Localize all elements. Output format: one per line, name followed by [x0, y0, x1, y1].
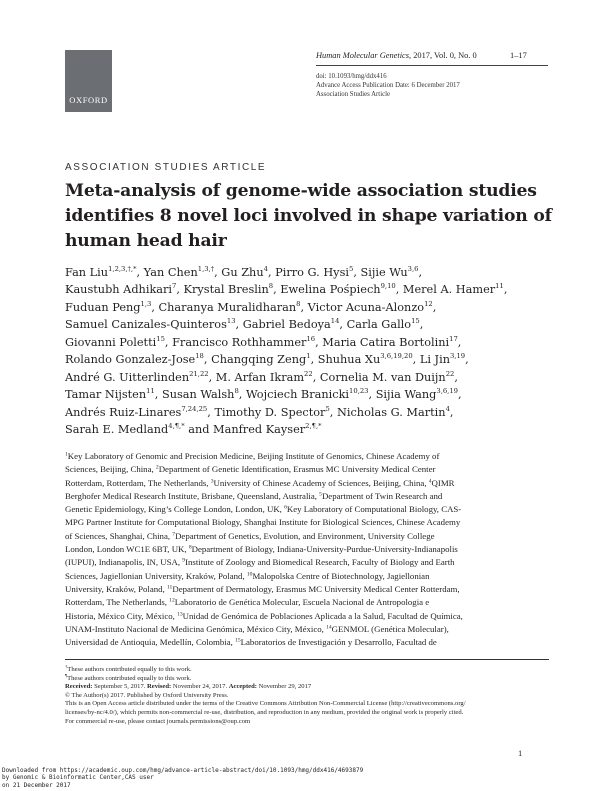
journal-info: 2017, Vol. 0, No. 0 — [411, 51, 477, 60]
affiliation-line — [65, 450, 555, 463]
oxford-logo — [65, 50, 112, 112]
superscript-marker: 3,6,19 — [436, 387, 458, 396]
text-run: MPG Partner Institute for Computational Biology, Shanghai Institute for Biological Sciences, Chinese Academy — [65, 517, 461, 528]
article-type: Association Studies Article — [316, 91, 391, 98]
affiliation-line — [65, 556, 555, 569]
text-run: Sciences, Jagiellonian University, Kraków, Poland, — [65, 570, 247, 581]
superscript-marker: 3,6,19,20 — [380, 352, 413, 361]
journal-header — [316, 51, 527, 60]
superscript-marker: 8 — [268, 282, 274, 291]
affiliation-line — [65, 610, 555, 623]
superscript-marker: 4 — [428, 478, 432, 485]
footnote-line — [65, 672, 466, 684]
text-run: , Maria Catira Bortolini — [315, 335, 450, 349]
section-label: ASSOCIATION STUDIES ARTICLE — [65, 162, 267, 173]
text-run: © The Author(s) 2017. Published by Oxford University Press. — [65, 691, 229, 699]
affiliation-line — [65, 530, 555, 543]
text-run: Laboratorio de Genética Molecular, Escuela Nacional de Antropologia e — [174, 597, 430, 608]
text-run: September 5, 2017. — [92, 683, 148, 691]
text-run: GENMOL (Genética Molecular), — [331, 623, 449, 634]
text-run: Andrés Ruiz-Linares — [65, 405, 182, 419]
text-run: , — [419, 318, 424, 332]
text-run: These authors contributed equally to this work. — [67, 674, 192, 682]
text-run: Department of Genetic Identification, Erasmus MC University Medical Center — [158, 464, 436, 475]
text-run: (IUPUI), Indianapolis, IN, USA, — [65, 557, 183, 568]
text-run: Key Laboratory of Genomic and Precision Medicine, Beijing Institute of Genomics, Chinese Academy of — [67, 451, 440, 461]
journal-name: Human Molecular Genetics, — [316, 51, 412, 60]
superscript-marker: 2,¶,* — [305, 422, 322, 431]
text-run: , Wojciech Branicki — [238, 388, 350, 402]
download-notice — [2, 767, 363, 789]
text-run: , Sijie Wu — [353, 266, 408, 279]
footnote-line — [65, 692, 466, 701]
affiliation-line — [65, 623, 555, 636]
author-line — [65, 351, 555, 368]
affiliation-line — [65, 583, 555, 596]
text-run: , Victor Acuna-Alonzo — [300, 300, 425, 314]
footnote-line — [65, 683, 466, 692]
affiliation-line — [65, 503, 555, 516]
affiliation-line — [65, 570, 555, 583]
text-run: Rolando Gonzalez-Jose — [65, 353, 196, 367]
text-run: , — [449, 405, 454, 419]
text-run: November 29, 2017 — [256, 683, 312, 691]
text-run: , — [418, 266, 423, 279]
text-run: University of Chinese Academy of Sciences, Beijing, China, — [213, 477, 429, 488]
footnote-line — [65, 709, 466, 718]
text-run: Tamar Nijsten — [65, 388, 147, 402]
footnote-line — [65, 666, 466, 675]
text-run: , Yan Chen — [136, 266, 198, 279]
author-line — [65, 404, 555, 421]
superscript-marker: 12 — [169, 597, 175, 604]
text-run: Giovanni Poletti — [65, 335, 157, 349]
footnote-divider — [65, 659, 549, 660]
text-run: Department of Twin Research and — [321, 490, 443, 501]
text-run: , — [432, 300, 437, 314]
text-run: This is an Open Access article distributed under the terms of the Creative Commons Attribution Non-Commercial License (http://creativecommons.org/ — [65, 700, 466, 708]
text-run: , Timothy D. Spector — [207, 405, 326, 419]
superscript-marker: 2 — [155, 464, 159, 471]
text-run: These authors contributed equally to this work. — [67, 666, 192, 673]
text-run: Received: — [65, 683, 93, 691]
author-line — [65, 316, 555, 333]
text-run: For commercial re-use, please contact journals.permissions@oup.com — [65, 717, 251, 725]
text-run: Accepted: — [228, 683, 257, 691]
publisher-name: OXFORD — [69, 95, 108, 105]
text-run: , Francisco Rothhammer — [164, 335, 307, 349]
superscript-marker: 3,6 — [407, 265, 419, 273]
text-run: Fan Liu — [65, 266, 109, 279]
superscript-marker: 8 — [234, 387, 239, 396]
text-run: , Nicholas G. Martin — [329, 405, 446, 419]
title-line: human head hair — [65, 231, 227, 251]
text-run: Revised: — [147, 683, 172, 691]
superscript-marker: 21,22 — [189, 369, 209, 378]
text-run: , Gu Zhu — [214, 266, 264, 279]
superscript-marker: 6 — [284, 504, 287, 511]
text-run: University, Kraków, Poland, — [65, 583, 167, 594]
text-run: UNAM-Instituto Nacional de Medicina Genómica, México City, México, — [65, 623, 327, 634]
superscript-marker: 17 — [449, 334, 458, 343]
affiliation-line — [65, 477, 555, 490]
text-run: Sarah E. Medland — [65, 423, 169, 437]
text-run: , M. Arfan Ikram — [208, 370, 305, 384]
superscript-marker: † — [65, 664, 68, 669]
text-run: QIMR — [431, 477, 455, 488]
superscript-marker: 11 — [146, 387, 155, 396]
superscript-marker: 3,19 — [449, 352, 466, 361]
page-number: 1 — [518, 748, 523, 758]
text-run: , Sijia Wang — [368, 388, 437, 402]
superscript-marker: 11 — [495, 282, 504, 291]
affiliation-line — [65, 636, 555, 649]
superscript-marker: 1 — [65, 451, 68, 458]
superscript-marker: 15 — [235, 637, 241, 644]
affiliation-line — [65, 516, 555, 529]
author-line — [65, 369, 555, 386]
text-run: November 24, 2017. — [171, 683, 229, 691]
superscript-marker: 12 — [424, 299, 433, 308]
text-run: Rotterdam, Rotterdam, The Netherlands, — [65, 477, 211, 488]
text-run: , Merel A. Hamer — [395, 283, 496, 297]
superscript-marker: 14 — [330, 317, 340, 326]
text-run: Institute of Zoology and Biomedical Research, Faculty of Biology and Earth — [185, 557, 455, 568]
affiliations — [65, 450, 555, 649]
download-line[interactable]: Downloaded from https://academic.oup.com/hmg/advance-article-abstract/doi/10.1093/hmg/ddx416/4693879 — [2, 767, 364, 774]
author-line — [65, 421, 555, 438]
text-run: , — [503, 283, 508, 297]
author-line — [65, 264, 555, 281]
affiliation-line — [65, 543, 555, 556]
text-run: Berghofer Medical Research Institute, Brisbane, Queensland, Australia, — [65, 490, 320, 501]
text-run: , Li Jin — [412, 353, 450, 367]
text-run: London, London WC1E 6BT, UK, — [65, 544, 189, 555]
article-title — [65, 179, 555, 254]
text-run: Laboratorios de Investigación y Desarrollo, Facultad de — [240, 637, 437, 648]
superscript-marker: 18 — [195, 352, 204, 361]
superscript-marker: 13 — [226, 317, 236, 326]
text-run: Historia, México City, México, — [65, 610, 178, 621]
text-run: Department of Genetics, Evolution, and Environment, University College — [175, 530, 435, 541]
text-run: , Susan Walsh — [154, 388, 235, 402]
superscript-marker: ¶ — [65, 672, 68, 678]
superscript-marker: 1,3,† — [197, 265, 215, 273]
affiliation-line — [65, 463, 555, 476]
author-line — [65, 334, 555, 351]
download-line: on 21 December 2017 — [2, 781, 71, 789]
text-run: , Pirro G. Hysi — [267, 266, 349, 279]
superscript-marker: 4,¶,* — [168, 422, 185, 431]
text-run: , Cornelia M. van Duijn — [312, 370, 446, 384]
superscript-marker: 7,24,25 — [181, 404, 208, 413]
superscript-marker: 1,3 — [140, 299, 152, 308]
affiliation-line — [65, 596, 555, 609]
text-run: , Carla Gallo — [339, 318, 412, 332]
text-run: and Manfred Kayser — [184, 423, 306, 437]
superscript-marker: 7 — [172, 282, 177, 291]
page-range: 1–17 — [510, 51, 527, 60]
superscript-marker: 8 — [188, 544, 192, 551]
superscript-marker: 1 — [306, 352, 311, 361]
text-run: of Sciences, Shanghai, China, — [65, 530, 173, 541]
header-divider — [316, 65, 548, 66]
author-line — [65, 281, 555, 298]
superscript-marker: 10 — [246, 571, 253, 578]
author-line — [65, 299, 555, 316]
title-line: identifies 8 novel loci involved in shape variation of — [65, 206, 552, 226]
superscript-marker: 22 — [304, 369, 313, 378]
text-run: , Gabriel Bedoya — [235, 318, 331, 332]
superscript-marker: 4 — [263, 265, 268, 273]
superscript-marker: 5 — [325, 404, 330, 413]
text-run: Rotterdam, The Netherlands, — [65, 597, 170, 608]
footnote-line — [65, 700, 466, 709]
publication-date: Advance Access Publication Date: 6 December 2017 — [316, 82, 460, 89]
superscript-marker: 8 — [296, 299, 301, 308]
text-run: , — [457, 335, 462, 349]
text-run: , Shuhua Xu — [310, 353, 381, 367]
superscript-marker: 9 — [182, 557, 186, 564]
superscript-marker: 11 — [166, 584, 173, 591]
text-run: Unidad de Genómica de Poblaciones Aplicada a la Salud, Facultad de Química, — [182, 610, 463, 621]
author-list — [65, 264, 555, 439]
text-run: , Charanya Muralidharan — [151, 300, 297, 314]
superscript-marker: 5 — [319, 491, 322, 498]
text-run: Genetic Epidemiology, King’s College London, London, UK, — [65, 504, 285, 515]
superscript-marker: 1,2,3,†,* — [108, 265, 137, 273]
text-run: , Changqing Zeng — [203, 353, 307, 367]
text-run: , — [454, 370, 458, 384]
download-line: by Genomic & Bioinformatic Center,CAS user — [2, 774, 154, 782]
superscript-marker: 7 — [172, 531, 176, 538]
text-run: Universidad de Antioquia, Medellín, Colombia, — [65, 637, 236, 648]
text-run: licenses/by-nc/4.0/), which permits non-commercial re-use, distribution, and reproduction in any medium, provided the original work is properly cited. — [65, 708, 464, 716]
superscript-marker: 9,10 — [380, 282, 396, 291]
text-run: Malopolska Centre of Biotechnology, Jagiellonian — [252, 570, 430, 581]
text-run: , — [458, 388, 462, 402]
footnote-line — [65, 718, 466, 727]
title-line: Meta-analysis of genome-wide association studies — [65, 181, 537, 201]
text-run: Department of Biology, Indiana-University-Purdue-University-Indianapolis — [191, 544, 458, 555]
text-run: Department of Dermatology, Erasmus MC University Medical Center Rotterdam, — [172, 583, 460, 594]
superscript-marker: 5 — [348, 265, 354, 273]
superscript-marker: 13 — [177, 611, 183, 618]
superscript-marker: 15 — [411, 317, 420, 326]
superscript-marker: 16 — [306, 334, 316, 343]
affiliation-line — [65, 490, 555, 503]
text-run: , Krystal Breslin — [176, 283, 269, 297]
superscript-marker: 14 — [326, 624, 332, 631]
text-run: Kaustubh Adhikari — [65, 283, 173, 297]
superscript-marker: 22 — [445, 369, 455, 378]
article-meta — [316, 72, 460, 99]
doi-link[interactable]: doi: 10.1093/hmg/ddx416 — [316, 73, 387, 80]
text-run: Sciences, Beijing, China, — [65, 464, 156, 475]
text-run: Key Laboratory of Computational Biology, CAS- — [286, 504, 462, 515]
text-run: André G. Uitterlinden — [65, 370, 190, 384]
superscript-marker: 4 — [445, 404, 450, 413]
superscript-marker: 15 — [156, 334, 165, 343]
text-run: Fuduan Peng — [65, 300, 141, 314]
text-run: , Ewelina Pośpiech — [273, 283, 381, 297]
superscript-marker: 10,23 — [349, 387, 369, 396]
text-run: , — [465, 353, 469, 367]
footnotes — [65, 666, 466, 726]
text-run: Samuel Canizales-Quinteros — [65, 318, 227, 332]
author-line — [65, 386, 555, 403]
superscript-marker: 3 — [210, 478, 214, 485]
